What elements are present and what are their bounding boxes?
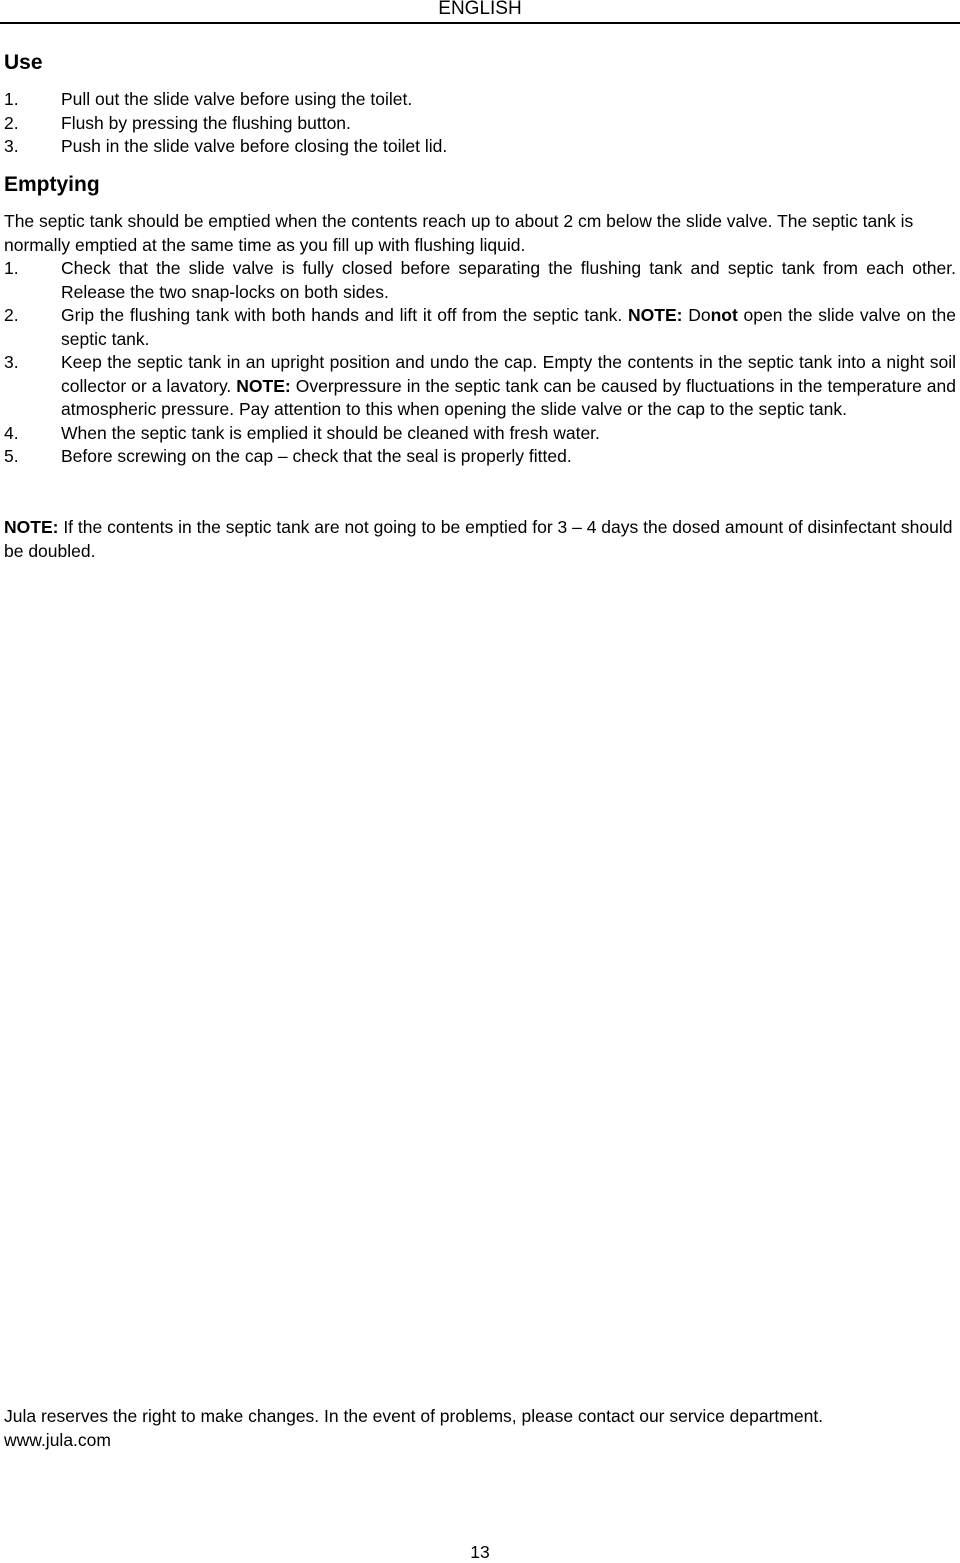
step-number: 1.	[4, 258, 19, 278]
step-text-part: Do	[682, 305, 711, 325]
step-text: Check that the slide valve is fully closed before separating the flushing tank and septic tank from each other. Release the two snap-locks on both sides.	[61, 258, 956, 302]
emptying-step-3	[4, 351, 956, 422]
emphasis-not: not	[710, 305, 738, 325]
use-step-1	[4, 88, 956, 112]
emptying-step-2	[4, 304, 956, 351]
emptying-step-4	[4, 422, 956, 446]
use-step-2	[4, 112, 956, 136]
note-paragraph	[4, 516, 956, 563]
step-number: 3.	[4, 352, 19, 372]
step-text-part: open the slide valve on the septic tank.	[61, 305, 956, 349]
emptying-intro: The septic tank should be emptied when the contents reach up to about 2 cm below the slide valve. The septic tank is normally emptied at the same time as you fill up with flushing liquid.	[4, 211, 914, 255]
step-number: 3.	[4, 136, 19, 156]
step-number: 5.	[4, 446, 19, 466]
step-number: 2.	[4, 112, 19, 133]
emptying-step-5	[4, 445, 956, 469]
note-label: NOTE:	[236, 375, 291, 396]
header-language-label: ENGLISH	[438, 0, 522, 19]
step-text: Push in the slide valve before closing the toilet lid.	[61, 136, 448, 156]
step-text: Flush by pressing the flushing button.	[61, 112, 351, 133]
use-heading: Use	[4, 51, 43, 74]
note-label: NOTE:	[4, 517, 59, 537]
footer	[4, 1405, 956, 1452]
step-text: When the septic tank is emplied it should be cleaned with fresh water.	[61, 422, 600, 443]
step-text: Before screwing on the cap – check that the seal is properly fitted.	[61, 446, 572, 466]
page-number: 13	[470, 1542, 490, 1562]
step-text-part: Keep the septic tank in an upright position and undo the cap. Empty the contents in the septic tank into a night soil collector or a lavatory.	[61, 352, 956, 396]
footer-disclaimer: Jula reserves the right to make changes. In the event of problems, please contact our service department.	[4, 1406, 824, 1426]
emptying-step-1	[4, 257, 956, 304]
header-divider	[0, 22, 960, 24]
step-text-part: Grip the flushing tank with both hands and lift it off from the septic tank.	[61, 305, 629, 325]
step-text	[61, 351, 956, 422]
step-number: 1.	[4, 89, 19, 109]
footer-website-link[interactable]: www.jula.com	[4, 1429, 111, 1450]
use-step-3	[4, 135, 956, 159]
use-steps-list	[4, 88, 956, 159]
step-text-part: Overpressure in the septic tank can be caused by fluctuations in the temperature and atmospheric pressure. Pay attention to this when opening the slide valve or the cap to the septic tank.	[61, 375, 957, 419]
step-number: 4.	[4, 422, 19, 443]
note-text: If the contents in the septic tank are not going to be emptied for 3 – 4 days the dosed amount of disinfectant should be doubled.	[4, 517, 953, 561]
emptying-section	[4, 210, 956, 469]
step-text	[61, 304, 956, 351]
note-label: NOTE:	[628, 305, 683, 325]
emptying-heading: Emptying	[4, 173, 100, 196]
step-number: 2.	[4, 305, 19, 325]
step-text: Pull out the slide valve before using the toilet.	[61, 89, 413, 109]
